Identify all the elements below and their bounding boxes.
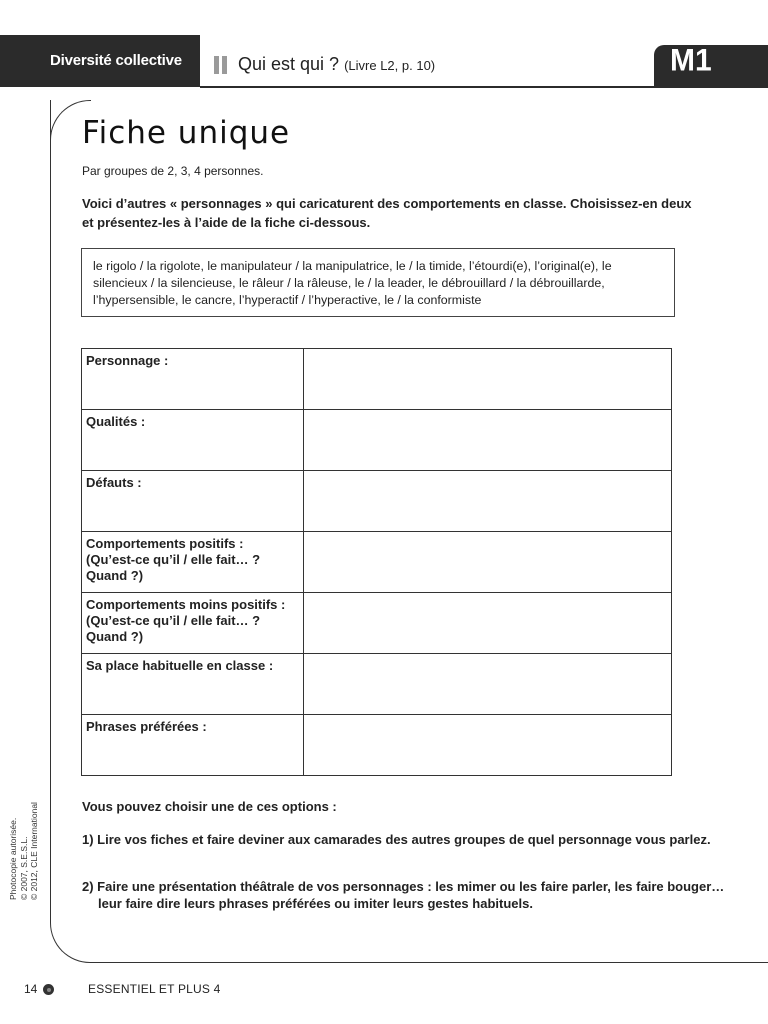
form-label-line: Quand ?) xyxy=(86,629,144,644)
copyright-note xyxy=(8,780,40,900)
form-row xyxy=(82,471,672,532)
page-title: Fiche unique xyxy=(82,115,291,151)
page-number: 14 xyxy=(24,982,38,996)
activity-title-text: Qui est qui ? xyxy=(238,54,340,74)
form-row-label xyxy=(82,349,304,410)
form-label-line: Qualités : xyxy=(86,414,146,429)
form-label-line: Personnage : xyxy=(86,353,169,368)
option-2: 2) Faire une présentation théâtrale de vos personnages : les mimer ou les faire parler, les faire bouger… leur faire dire leurs phrases préférées ou imiter leurs gestes habituels. xyxy=(82,879,725,911)
form-row xyxy=(82,593,672,654)
form-row xyxy=(82,532,672,593)
form-row-answer[interactable] xyxy=(304,654,672,715)
form-label-line: Quand ?) xyxy=(86,568,144,583)
module-label: M1 xyxy=(670,43,712,78)
options-title: Vous pouvez choisir une de ces options : xyxy=(82,799,337,814)
form-label-line: Comportements moins positifs : xyxy=(86,597,286,612)
form-row-answer[interactable] xyxy=(304,715,672,776)
double-bar-icon xyxy=(214,56,228,74)
form-row xyxy=(82,410,672,471)
form-row-answer[interactable] xyxy=(304,410,672,471)
form-row-label xyxy=(82,410,304,471)
form-row-label xyxy=(82,715,304,776)
form-label-line: Comportements positifs : xyxy=(86,536,244,551)
copyright-line: © 2012, CLE International xyxy=(29,802,39,900)
form-label-line: (Qu’est-ce qu’il / elle fait… ? xyxy=(86,613,261,628)
form-label-line: Phrases préférées : xyxy=(86,719,207,734)
activity-title xyxy=(238,54,435,75)
copyright-line: Photocopie autorisée. xyxy=(8,817,18,900)
form-row xyxy=(82,654,672,715)
form-row xyxy=(82,349,672,410)
book-title: ESSENTIEL ET PLUS 4 xyxy=(88,982,221,996)
bullet-icon xyxy=(43,984,54,995)
section-label: Diversité collective xyxy=(50,52,182,69)
activity-reference: (Livre L2, p. 10) xyxy=(344,58,436,73)
form-row-label xyxy=(82,654,304,715)
form-row-answer[interactable] xyxy=(304,593,672,654)
form-row-answer[interactable] xyxy=(304,532,672,593)
form-row-answer[interactable] xyxy=(304,471,672,532)
form-label-line: Sa place habituelle en classe : xyxy=(86,658,274,673)
form-row-answer[interactable] xyxy=(304,349,672,410)
form-row xyxy=(82,715,672,776)
characters-box: le rigolo / la rigolote, le manipulateur / la manipulatrice, le / la timide, l’étourdi(e), l’original(e), le silencieux / la silencieuse, le râleur / la râleuse, le / la leader, le débrouillard / la débrouillarde, l’hypersensible, le cancre, l’hyperactif / l’hyperactive, le / la conformiste xyxy=(81,248,675,317)
form-row-label xyxy=(82,471,304,532)
form-label-line: Défauts : xyxy=(86,475,142,490)
form-row-label xyxy=(82,593,304,654)
instructions: Voici d’autres « personnages » qui caricaturent des comportements en classe. Choisissez-en deux et présentez-les à l’aide de la fiche ci-dessous. xyxy=(82,196,692,230)
form-label-line: (Qu’est-ce qu’il / elle fait… ? xyxy=(86,552,261,567)
option-1: 1) Lire vos fiches et faire deviner aux camarades des autres groupes de quel personnage vous parlez. xyxy=(82,832,711,847)
copyright-line: © 2007, S.E.S.L. xyxy=(18,836,29,900)
form-row-label xyxy=(82,532,304,593)
character-form xyxy=(81,348,672,776)
page-subtitle: Par groupes de 2, 3, 4 personnes. xyxy=(82,164,264,178)
